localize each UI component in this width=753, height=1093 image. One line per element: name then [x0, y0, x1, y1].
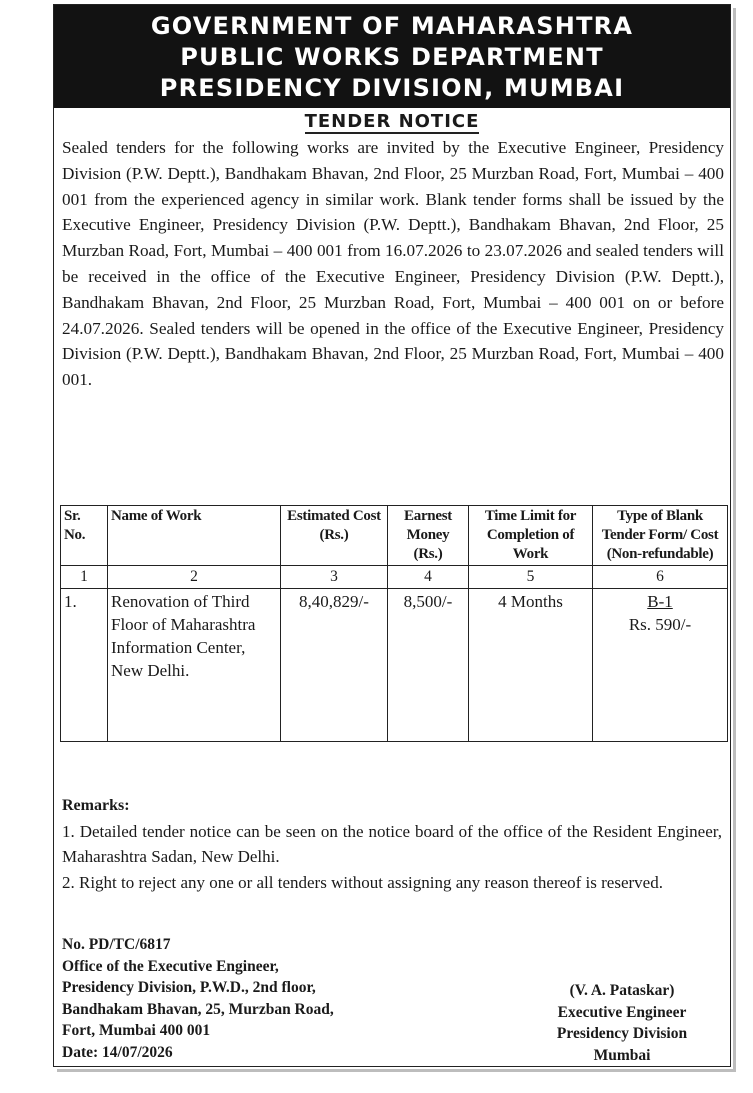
cell-tender-form: [593, 589, 728, 742]
table-header-row: [61, 506, 728, 566]
cell-name-of-work: Renovation of Third Floor of Maharashtra Information Center, New Delhi.: [108, 589, 281, 742]
paper-shadow-right: [733, 8, 736, 1072]
column-number: 6: [593, 566, 728, 589]
header-time-limit: Time Limit for Completion of Work: [469, 506, 593, 566]
works-table: [60, 505, 728, 742]
signatory-block: [522, 980, 722, 1066]
header-line-division: PRESIDENCY DIVISION, MUMBAI: [159, 74, 625, 102]
tender-form-cost: Rs. 590/-: [628, 615, 692, 634]
remarks-section: [62, 793, 722, 895]
office-line: Bandhakam Bhavan, 25, Murzban Road,: [62, 1000, 334, 1018]
tender-notice: [53, 4, 731, 1067]
remark-item: 1. Detailed tender notice can be seen on the notice board of the office of the Resident Engineer, Maharashtra Sadan, New Delhi.: [62, 821, 722, 867]
signatory-designation: Executive Engineer: [557, 1003, 687, 1021]
office-line: Fort, Mumbai 400 001: [62, 1022, 211, 1040]
notice-date: Date: 14/07/2026: [62, 1043, 173, 1061]
cell-sr-no: 1.: [61, 589, 108, 742]
cell-estimated-cost: 8,40,829/-: [281, 589, 388, 742]
column-number: 3: [281, 566, 388, 589]
remarks-heading: Remarks:: [62, 797, 130, 814]
notice-title: [54, 111, 730, 132]
cell-earnest-money: 8,500/-: [388, 589, 469, 742]
header-name-of-work: Name of Work: [108, 506, 281, 566]
header-estimated-cost: Estimated Cost (Rs.): [281, 506, 388, 566]
header-line-government: GOVERNMENT OF MAHARASHTRA: [150, 12, 634, 40]
header-tender-form: Type of Blank Tender Form/ Cost (Non-refundable): [593, 506, 728, 566]
paper-shadow-bottom: [57, 1069, 736, 1072]
signatory-division: Presidency Division: [556, 1025, 688, 1043]
header-line-department: PUBLIC WORKS DEPARTMENT: [180, 43, 604, 71]
office-address-block: [62, 934, 334, 1064]
column-number: 5: [469, 566, 593, 589]
office-line: Presidency Division, P.W.D., 2nd floor,: [62, 979, 316, 997]
intro-paragraph: Sealed tenders for the following works are invited by the Executive Engineer, Presidency Division (P.W. Deptt.), Bandhakam Bhavan, 2nd Floor, 25 Murzban Road, Fort, Mumbai – 400 001 from the experienced agency in similar work. Blank tender forms shall be issued by the Executive Engineer, Presidency Division (P.W. Deptt.), Bandhakam Bhavan, 2nd Floor, 25 Murzban Road, Fort, Mumbai – 400 001 from 16.07.2026 to 23.07.2026 and sealed tenders will be received in the office of the Executive Engineer, Presidency Division (P.W. Deptt.), Bandhakam Bhavan, 2nd Floor, 25 Murzban Road, Fort, Mumbai – 400 001 on or before 24.07.2026. Sealed tenders will be opened in the office of the Executive Engineer, Presidency Division (P.W. Deptt.), Bandhakam Bhavan, 2nd Floor, 25 Murzban Road, Fort, Mumbai – 400 001.: [62, 138, 724, 390]
cell-time-limit: 4 Months: [469, 589, 593, 742]
column-number: 1: [61, 566, 108, 589]
office-line: Office of the Executive Engineer,: [62, 957, 279, 975]
remark-item: 2. Right to reject any one or all tenders without assigning any reason thereof is reserved.: [62, 872, 663, 892]
signatory-city: Mumbai: [593, 1046, 651, 1064]
tender-form-type: B-1: [647, 592, 673, 611]
reference-number: No. PD/TC/6817: [62, 936, 171, 953]
header-earnest-money: Earnest Money (Rs.): [388, 506, 469, 566]
table-row: [61, 589, 728, 742]
notice-title-text: TENDER NOTICE: [304, 111, 480, 132]
column-number: 4: [388, 566, 469, 589]
column-number: 2: [108, 566, 281, 589]
header-banner: [54, 5, 730, 108]
signatory-name: (V. A. Pataskar): [569, 982, 675, 999]
header-sr-no: Sr. No.: [61, 506, 108, 566]
column-number-row: [61, 566, 728, 589]
